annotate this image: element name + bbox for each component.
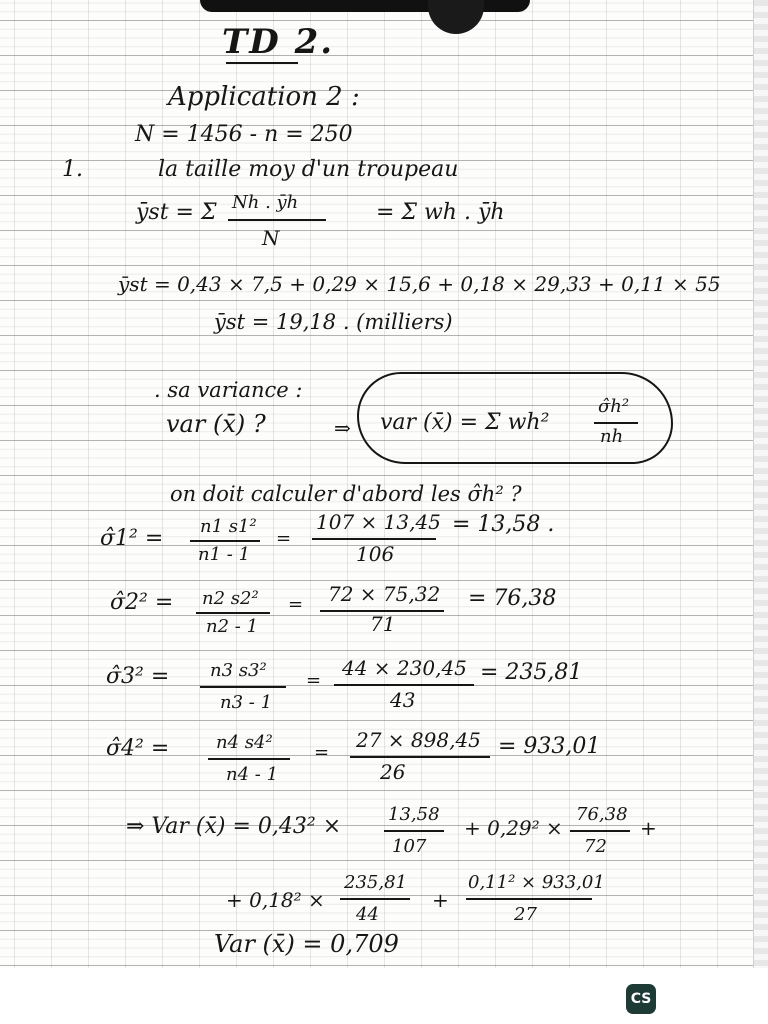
variance-heading: . sa variance :	[154, 378, 303, 402]
sigma2-fraction-bar	[196, 612, 270, 614]
variance-term4-bar	[466, 898, 592, 900]
variance-term1-numerator: 13,58	[388, 804, 440, 825]
notebook-spiral-edge	[753, 0, 768, 968]
sigma4-fraction-bar	[208, 758, 290, 760]
sigma2-numerator-values: 72 × 75,32	[328, 582, 441, 606]
variance-line1-plus: +	[640, 816, 657, 840]
sigma3-values-bar	[334, 684, 474, 686]
variance-term3-bar	[340, 898, 410, 900]
sigma4-denominator: n4 - 1	[226, 764, 279, 785]
sigma2-numerator: n2 s2²	[202, 588, 259, 609]
sigma2-lhs: σ̂2² =	[110, 590, 174, 615]
sigma3-lhs: σ̂3² =	[106, 664, 170, 689]
sigma1-fraction-bar	[190, 540, 260, 542]
cloud-fraction-bar	[594, 422, 638, 424]
formula-denominator: N	[262, 226, 280, 250]
sigma1-result: = 13,58 .	[452, 512, 555, 537]
item-number: 1.	[62, 157, 83, 182]
parameters-line: N = 1456 - n = 250	[135, 122, 353, 147]
sigma1-denominator: n1 - 1	[198, 544, 251, 565]
sigma1-values-bar	[312, 538, 436, 540]
variance-term4-numerator: 0,11² × 933,01	[468, 872, 605, 893]
sigma4-values-bar	[350, 756, 490, 758]
mean-calculation: ȳst = 0,43 × 7,5 + 0,29 × 15,6 + 0,18 × 29,33 + 0,11 × 55	[118, 272, 721, 296]
sigma3-denominator-value: 43	[390, 688, 416, 712]
sigma1-lhs: σ̂1² =	[100, 526, 164, 551]
compute-sigmas-heading: on doit calculer d'abord les σ̂h² ?	[170, 482, 522, 506]
variance-term3-coef: + 0,18² ×	[226, 888, 325, 912]
formula-numerator: Nh . ȳh	[232, 192, 299, 213]
formula-fraction-bar	[228, 219, 326, 221]
sigma3-fraction-bar	[200, 686, 286, 688]
mean-heading: la taille moy d'un troupeau	[158, 157, 459, 182]
title-underline	[226, 62, 298, 64]
sigma1-equals: =	[276, 528, 292, 549]
variance-term2-numerator: 76,38	[576, 804, 628, 825]
cloud-fraction-numerator: σ̂h²	[598, 396, 630, 417]
sigma4-lhs: σ̂4² =	[106, 736, 170, 761]
sigma1-numerator-values: 107 × 13,45	[316, 510, 441, 534]
sigma4-result: = 933,01	[498, 734, 601, 759]
sigma4-equals: =	[314, 742, 330, 763]
variance-term2-denominator: 72	[584, 836, 607, 857]
sigma2-equals: =	[288, 594, 304, 615]
variance-question: var (x̄) ?	[166, 410, 266, 438]
variance-term3-numerator: 235,81	[344, 872, 407, 893]
sigma3-numerator-values: 44 × 230,45	[342, 656, 467, 680]
sigma3-numerator: n3 s3²	[210, 660, 267, 681]
sigma2-denominator-value: 71	[370, 612, 396, 636]
implies-arrow: ⇒	[334, 416, 351, 440]
sigma2-denominator: n2 - 1	[206, 616, 259, 637]
variance-line2-plus: +	[432, 888, 449, 912]
cloud-formula: var (x̄) = Σ wh²	[380, 410, 550, 435]
variance-term2-bar	[570, 830, 630, 832]
sigma3-result: = 235,81	[480, 660, 583, 685]
page-title: TD 2.	[222, 22, 335, 62]
sigma1-denominator-value: 106	[356, 542, 395, 566]
final-variance-result: Var (x̄) = 0,709	[214, 930, 399, 958]
sigma1-numerator: n1 s1²	[200, 516, 257, 537]
sigma2-result: = 76,38	[468, 586, 557, 611]
variance-equation-lhs: ⇒ Var (x̄) = 0,43² ×	[126, 814, 342, 839]
mean-result: ȳst = 19,18 . (milliers)	[214, 310, 453, 334]
sigma3-equals: =	[306, 670, 322, 691]
scanner-logo: CS	[626, 984, 656, 1014]
sigma4-numerator-values: 27 × 898,45	[356, 728, 481, 752]
sigma4-denominator-value: 26	[380, 760, 406, 784]
variance-term2-coef: + 0,29² ×	[464, 816, 563, 840]
variance-term1-denominator: 107	[392, 836, 427, 857]
cloud-fraction-denominator: nh	[600, 426, 624, 447]
formula-lhs: ȳst = Σ	[136, 200, 217, 225]
formula-rhs: = Σ wh . ȳh	[376, 200, 505, 225]
variance-term3-denominator: 44	[356, 904, 379, 925]
sigma4-numerator: n4 s4²	[216, 732, 273, 753]
variance-term1-bar	[384, 830, 444, 832]
application-heading: Application 2 :	[168, 82, 360, 112]
variance-term4-denominator: 27	[514, 904, 537, 925]
sigma3-denominator: n3 - 1	[220, 692, 273, 713]
